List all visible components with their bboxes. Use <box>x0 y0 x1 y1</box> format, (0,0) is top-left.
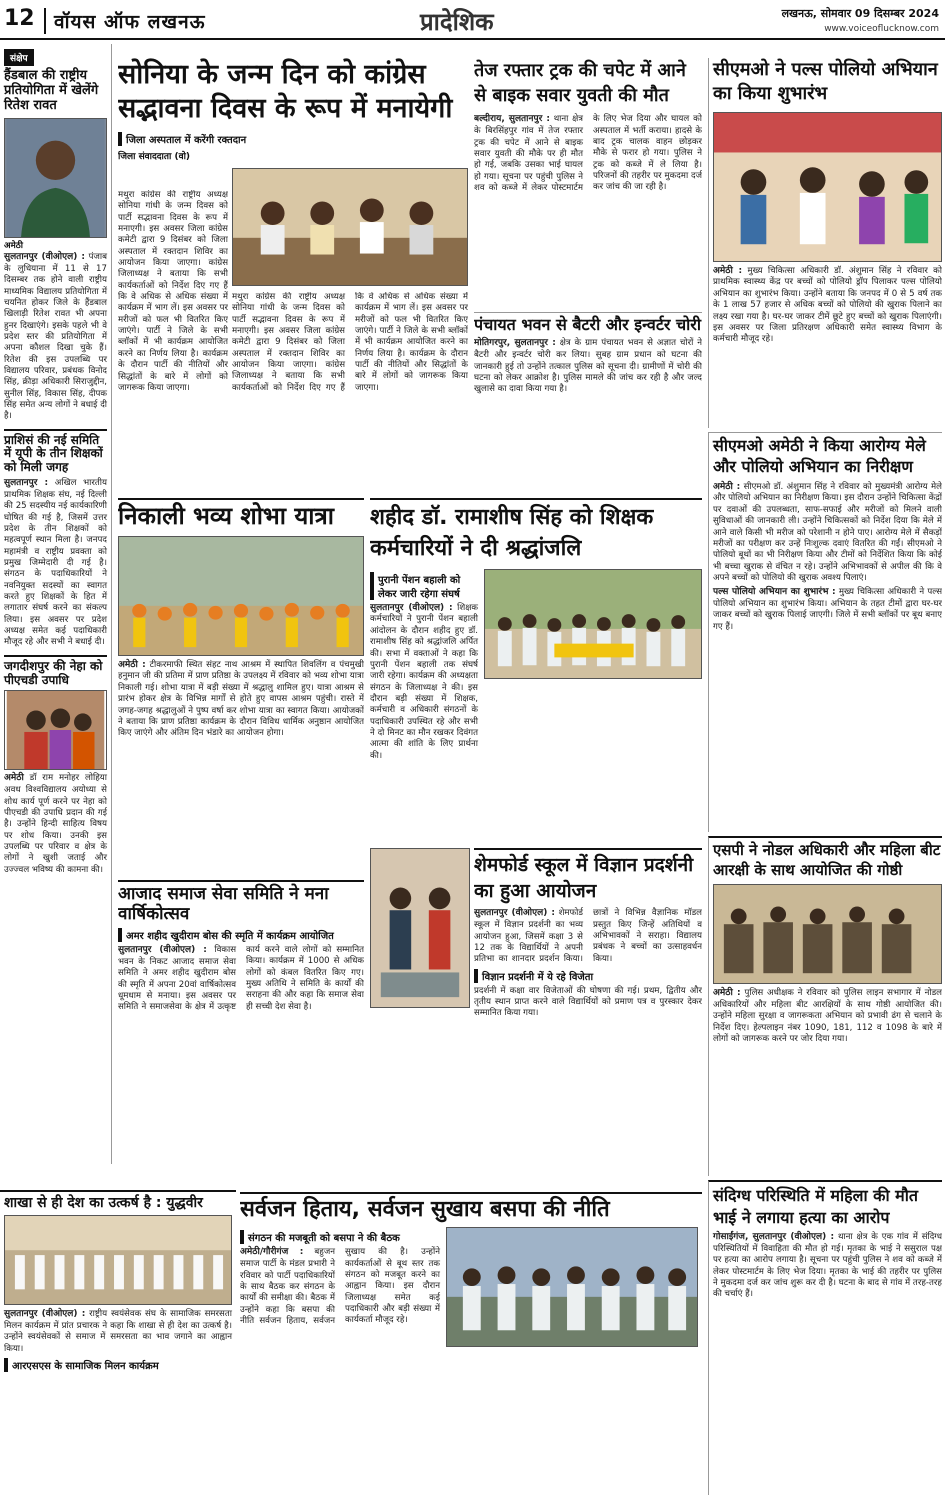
azad-headline: आजाद समाज सेवा समिति ने मना वार्षिकोत्सव <box>118 884 329 924</box>
azad-article <box>118 880 364 1180</box>
shobha-byline: अमेठी : <box>118 659 146 670</box>
ritesh-headline: हैंडबाल की राष्ट्रीय प्रतियोगिता में खेलेंगे रितेश रावत <box>4 68 99 113</box>
arogya-headline: सीएमओ अमेठी ने किया आरोग्य मेले और पोलियो अभियान का निरीक्षण <box>713 436 926 476</box>
photo-icon <box>5 691 106 769</box>
suspicious-body <box>713 1232 942 1301</box>
suspicious-text: थाना क्षेत्र के एक गांव में संदिग्ध परिस्थितियों में विवाहिता की मौत हो गई। मृतका के भाई ने ससुराल पक्ष पर हत्या का आरोप लगाया है। सूचना पर पहुंची पुलिस ने शव को कब्जे में लेकर पोस्टमार्टम के लिए भेज दिया। मृतका के भाई की तहरीर पर पुलिस ने मुकदमा दर्ज कर जांच शुरू कर दी है। घटना के बाद से गांव में तरह-तरह की चर्चाएं हैं। <box>713 1232 942 1300</box>
vigyan-sub-body: प्रदर्शनी में कक्षा वार विजेताओं की घोषणा की गई। प्रथम, द्वितीय और तृतीय स्थान प्राप्त करने वाले विद्यार्थियों को प्रमाण पत्र व पुरस्कार देकर सम्मानित किया गया। <box>474 985 702 1019</box>
polio-photo <box>713 112 942 262</box>
sonia-byline: जिला संवाददाता (वो) <box>118 151 191 162</box>
suspicious-article <box>708 1180 942 1495</box>
polio-body <box>713 266 942 346</box>
vigyan-byline: सुलतानपुर (वीओएल) : <box>474 908 555 919</box>
basapa-text: बहुजन समाज पार्टी के मंडल प्रभारी ने रविवार को पार्टी पदाधिकारियों के साथ बैठक कर संगठन के कार्यों की समीक्षा की। बैठक में उन्होंने कहा कि बसपा की नीति सर्वजन हिताय, सर्वजन सुखाय की है। उन्होंने कार्यकर्ताओं से बूथ स्तर तक संगठन को मजबूत करने का आह्वान किया। इस दौरान जिलाध्यक्ष समेत कई पदाधिकारी और बड़ी संख्या में कार्यकर्ता मौजूद रहे। <box>240 1247 440 1326</box>
praship-byline: सुलतानपुर : <box>4 478 49 489</box>
shaheed-text: शिक्षक कर्मचारियों ने पुरानी पेंशन बहाली आंदोलन के दौरान शहीद हुए डॉ. रामाशीष सिंह को श्रद्धांजलि अर्पित की। सभा में वक्ताओं ने कहा कि पुरानी पेंशन बहाली तक संघर्ष जारी रहेगा। कार्यक्रम की अध्यक्षता संगठन के जिलाध्यक्ष ने की। इस दौरान बड़ी संख्या में शिक्षक, कर्मचारी व अधिकारी संगठनों के पदाधिकारी उपस्थित रहे और सभी ने दो मिनट का मौन रखकर दिवंगत आत्मा की शांति के लिए प्रार्थना की। <box>370 602 479 761</box>
praship-headline: प्राशिसं की नई समिति में यूपी के तीन शिक्षकों को मिली जगह <box>4 432 103 475</box>
sonia-photo <box>232 168 468 286</box>
photo-icon <box>485 570 701 678</box>
photo-icon <box>447 1228 697 1346</box>
basapa-headline: सर्वजन हिताय, सर्वजन सुखाय बसपा की नीति <box>240 1197 610 1222</box>
basapa-tag: संगठन की मजबूती को बसपा ने की बैठक <box>240 1230 440 1244</box>
basapa-article <box>240 1192 702 1492</box>
nodal-article <box>708 836 942 1176</box>
neha-body <box>4 773 107 876</box>
photo-icon <box>233 169 467 285</box>
shobha-photo <box>118 536 364 656</box>
ritesh-caption: अमेठी <box>4 240 23 251</box>
arogya-article <box>708 432 942 832</box>
yuddhveer-tag: आरएसएस के सामाजिक मिलन कार्यक्रम <box>4 1358 232 1372</box>
arogya-byline: अमेठी : <box>713 481 741 492</box>
nodal-body <box>713 988 942 1045</box>
truck-article <box>474 58 702 308</box>
photo-icon <box>371 849 469 1007</box>
left-column <box>0 44 112 1164</box>
panchayat-body <box>474 338 702 395</box>
azad-tag: अमर शहीद खुदीराम बोस की स्मृति में कार्यक्रम आयोजित <box>118 928 364 942</box>
nodal-byline: अमेठी : <box>713 988 741 998</box>
panchayat-headline: पंचायत भवन से बैटरी और इन्वर्टर चोरी <box>474 315 701 334</box>
shaheed-byline: सुलतानपुर (वीओएल) : <box>370 602 453 613</box>
shobha-headline: निकाली भव्य शोभा यात्रा <box>118 502 334 530</box>
polio-headline: सीएमओ ने पल्स पोलियो अभियान का किया शुभारंभ <box>713 59 938 105</box>
suspicious-byline: गोसाईंगंज, सुलतानपुर (वीओएल) : <box>713 1232 835 1243</box>
shaheed-photo <box>484 569 702 679</box>
sonia-tag: जिला अस्पताल में करेंगी रक्तदान <box>118 132 468 146</box>
basapa-photo <box>446 1227 698 1347</box>
arogya-sub <box>713 587 942 633</box>
paper-name: वॉयस ऑफ लखनऊ <box>44 8 206 34</box>
ritesh-photo <box>4 118 107 238</box>
neha-photo <box>4 690 107 770</box>
shaheed-tag: पुरानी पेंशन बहाली को लेकर जारी रहेगा संघर्ष <box>370 572 478 600</box>
nodal-photo <box>713 884 942 984</box>
arogya-body <box>713 482 942 585</box>
truck-body <box>474 114 702 194</box>
panchayat-byline: मोतिगरपुर, सुलतानपुर : <box>474 338 556 349</box>
shobha-text: टीकरमाफी स्थित संहट नाथ आश्रम में स्थापित शिवलिंग व पंचमुखी हनुमान जी की प्रतिमा में प्राण प्रतिष्ठा के उपलक्ष्य में रविवार को भव्य शोभा यात्रा निकाली गई। शोभा यात्रा में बड़ी संख्या में श्रद्धालु शामिल हुए। यात्रा आश्रम से प्रारंभ होकर क्षेत्र के विभिन्न मार्गों से होते हुए वापस आश्रम पहुंची। रास्ते में जगह-जगह श्रद्धालुओं ने पुष्प वर्षा कर शोभा यात्रा का स्वागत किया। आयोजकों ने बताया कि प्राण प्रतिष्ठा कार्यक्रम के दौरान विविध धार्मिक अनुष्ठान आयोजित किए जाएंगे और अंतिम दिन भंडारे का आयोजन होगा। <box>118 659 364 739</box>
yuddhveer-byline: सुलतानपुर (वीओएल) : <box>4 1309 86 1320</box>
masthead <box>0 0 945 40</box>
arogya-text: सीएमओ डॉ. अंशुमान सिंह ने रविवार को मुख्यमंत्री आरोग्य मेले और पोलियो अभियान का निरीक्षण किया। इस दौरान उन्होंने चिकित्सा केंद्रों पर दवाओं की उपलब्धता, साफ-सफाई और मरीजों को मिलने वाली सुविधाओं की जानकारी ली। उन्होंने चिकित्सकों को निर्देश दिया कि मेले में आने वाले किसी भी मरीज को परेशानी न होने पाए। आरोग्य मेले में सैकड़ों मरीजों का परीक्षण कर उन्हें निःशुल्क दवाएं वितरित की गईं। सीएमओ ने पोलियो बूथों का भी निरीक्षण किया और टीमों को निर्देशित किया कि कोई भी बच्चा खुराक से वंचित न रहे। उन्होंने अभिभावकों से अपील की कि वे अपने बच्चों को पोलियो की खुराक अवश्य पिलाएं। <box>713 481 942 583</box>
truck-headline: तेज रफ्तार ट्रक की चपेट में आने से बाइक सवार युवती की मौत <box>474 60 686 107</box>
azad-text: विकास भवन के निकट आजाद समाज सेवा समिति ने अमर शहीद खुदीराम बोस की स्मृति में अपना 20वां वार्षिकोत्सव धूमधाम से मनाया। इस अवसर पर समिति ने समाजसेवा के क्षेत्र में उत्कृष्ट कार्य करने वाले लोगों को सम्मानित किया। कार्यक्रम में 1000 से अधिक लोगों को कंबल वितरित किए गए। मुख्य अतिथि ने समिति के कार्यों की सराहना की और कहा कि समाज सेवा ही सच्ची देश सेवा है। <box>118 945 364 1013</box>
shobha-body <box>118 660 364 740</box>
dateline: लखनऊ, सोमवार 09 दिसम्बर 2024 <box>781 7 939 20</box>
yuddhveer-photo <box>4 1215 232 1305</box>
praship-text: अखिल भारतीय प्राथमिक शिक्षक संघ, नई दिल्ली की 25 सदस्यीय नई कार्यकारिणी घोषित की गई है, जिसमें उत्तर प्रदेश के तीन शिक्षकों को महत्वपूर्ण स्थान मिला है। जनपद महामंत्री व राष्ट्रीय प्रवक्ता को प्रमुख जिम्मेदारी दी गई है। संगठन के पदाधिकारियों ने नवनियुक्त सदस्यों का स्वागत करते हुए शिक्षकों के हित में लगातार संघर्ष करने का संकल्प लिया। इस अवसर पर प्रदेश अध्यक्ष समेत कई पदाधिकारी मौजूद रहे और सभी ने बधाई दी। <box>4 478 107 648</box>
polio-text: मुख्य चिकित्सा अधिकारी डॉ. अंशुमान सिंह ने रविवार को प्राथमिक स्वास्थ्य केंद्र पर बच्चों को पोलियो ड्रॉप पिलाकर पल्स पोलियो अभियान का शुभारंभ किया। उन्होंने बताया कि जनपद में 0 से 5 वर्ष तक के 1 लाख 57 हजार से अधिक बच्चों को पोलियो की खुराक पिलाने का लक्ष्य रखा गया है। घर-घर जाकर टीमें छूटे हुए बच्चों को खुराक पिलाएंगी। इस अवसर पर जिला प्रतिरक्षण अधिकारी समेत स्वास्थ्य विभाग के कर्मचारी मौजूद रहे। <box>713 265 942 345</box>
truck-byline: बल्दीराय, सुलतानपुर : <box>474 114 550 125</box>
nodal-text: पुलिस अधीक्षक ने रविवार को पुलिस लाइन सभागार में नोडल अधिकारियों और महिला बीट आरक्षियों के साथ गोष्ठी आयोजित की। उन्होंने महिला सुरक्षा व जागरूकता अभियान को प्रभावी ढंग से चलाने के निर्देश दिए। हेल्पलाइन नंबर 1090, 181, 112 व 1098 के बारे में लोगों को जागरूक करने पर जोर दिया गया। <box>713 988 942 1044</box>
vigyan-headline: शेमफोर्ड स्कूल में विज्ञान प्रदर्शनी का हुआ आयोजन <box>474 854 694 902</box>
section-title: प्रादेशिक <box>420 8 494 36</box>
photo-icon <box>714 885 941 983</box>
sonia-body: मथुरा कांग्रेस की राष्ट्रीय अध्यक्ष सोनिया गांधी के जन्म दिवस को पार्टी सद्भावना दिवस के रूप में मनाएगी। इस अवसर जिला कांग्रेस कमेटी द्वारा 9 दिसंबर को जिला अस्पताल में रक्तदान शिविर का आयोजन किया जाएगा। कांग्रेस जिलाध्यक्ष ने बताया कि सभी कार्यकर्ताओं को निर्देश दिए गए हैं कि वे अधिक से अधिक संख्या में कार्यक्रम में भाग लें। इस अवसर पर मरीजों को फल भी वितरित किए जाएंगे। पार्टी ने जिले के सभी ब्लॉकों में भी कार्यक्रम आयोजित करने का निर्णय लिया है। कार्यक्रम के दौरान पार्टी की नीतियों और सिद्धांतों के बारे में लोगों को जागरूक किया जाएगा। <box>118 190 228 393</box>
sonia-headline: सोनिया के जन्म दिन को कांग्रेस सद्भावना दिवस के रूप में मनायेगी <box>118 59 453 124</box>
arogya-sub-tag: पल्स पोलियो अभियान का शुभारंभ : <box>713 587 836 598</box>
yuddhveer-headline: शाखा से ही देश का उत्कर्ष है : युद्धवीर <box>4 1195 203 1211</box>
shaheed-article <box>370 498 702 843</box>
vigyan-sub-tag: विज्ञान प्रदर्शनी में ये रहे विजेता <box>474 969 702 983</box>
polio-byline: अमेठी : <box>713 265 743 276</box>
photo-icon <box>5 1216 231 1304</box>
azad-body <box>118 945 364 1014</box>
neha-headline: जगदीशपुर की नेहा को पीएचडी उपाधि <box>4 658 103 687</box>
panchayat-article <box>474 312 702 492</box>
panchayat-text: क्षेत्र के ग्राम पंचायत भवन से अज्ञात चोरों ने बैटरी और इन्वर्टर चोरी कर लिया। सुबह ग्राम प्रधान को घटना की जानकारी हुई तो उन्होंने तत्काल पुलिस को सूचना दी। ग्रामीणों में चोरी की घटना को लेकर आक्रोश है। पुलिस मामले की जांच कर रही है और जल्द खुलासे का दावा किया गया है। <box>474 338 702 395</box>
vigyan-photo <box>370 848 470 1008</box>
sonia-body-continued <box>232 292 468 492</box>
ritesh-body <box>4 252 107 423</box>
sonia-body-cont-text: मथुरा कांग्रेस की राष्ट्रीय अध्यक्ष सोनिया गांधी के जन्म दिवस को पार्टी सद्भावना दिवस के रूप में मनाएगी। इस अवसर जिला कांग्रेस कमेटी द्वारा 9 दिसंबर को जिला अस्पताल में रक्तदान शिविर का आयोजन किया जाएगा। कांग्रेस जिलाध्यक्ष ने बताया कि सभी कार्यकर्ताओं को निर्देश दिए गए हैं कि वे अधिक से अधिक संख्या में कार्यक्रम में भाग लें। इस अवसर पर मरीजों को फल भी वितरित किए जाएंगे। पार्टी ने जिले के सभी ब्लॉकों में भी कार्यक्रम आयोजित करने का निर्णय लिया है। कार्यक्रम के दौरान पार्टी की नीतियों और सिद्धांतों के बारे में लोगों को जागरूक किया जाएगा। <box>232 292 468 393</box>
yuddhveer-text: राष्ट्रीय स्वयंसेवक संघ के सामाजिक समरसता मिलन कार्यक्रम में प्रांत प्रचारक ने कहा कि शाखा से ही देश का उत्कर्ष है। उन्होंने स्वयंसेवकों से समाज में समरसता का भाव जगाने का आह्वान किया। <box>4 1309 232 1354</box>
truck-text: थाना क्षेत्र के बिरसिंहपुर गांव में तेज रफ्तार ट्रक की चपेट में आने से बाइक सवार युवती की मौके पर ही मौत हो गई, जबकि उसका भाई घायल हो गया। सूचना पर पहुंची पुलिस ने शव को कब्जे में लेकर पोस्टमार्टम के लिए भेज दिया और घायल को अस्पताल में भर्ती कराया। हादसे के बाद ट्रक चालक वाहन छोड़कर मौके से फरार हो गया। पुलिस ने ट्रक को कब्जे में ले लिया है। परिजनों की तहरीर पर मुकदमा दर्ज कर जांच की जा रही है। <box>474 114 702 193</box>
basapa-byline: अमेठी/गौरीगंज : <box>240 1247 304 1258</box>
arogya-sub-text: मुख्य चिकित्सा अधिकारी ने पल्स पोलियो अभियान का शुभारंभ किया। अभियान के तहत टीमों द्वारा घर-घर जाकर बच्चों को खुराक पिलाई जाएगी। जिले में सभी ब्लॉकों पर बूथ बनाए गए हैं। <box>713 587 942 632</box>
photo-icon <box>119 537 363 655</box>
shaheed-headline: शहीद डॉ. रामाशीष सिंह को शिक्षक कर्मचारियों ने दी श्रद्धांजलि <box>370 505 654 561</box>
neha-caption: अमेठी <box>4 773 24 784</box>
azad-byline: सुलतानपुर (वीओएल) : <box>118 945 207 956</box>
ritesh-byline: सुलतानपुर (वीओएल) : <box>4 251 85 262</box>
suspicious-headline: संदिग्ध परिस्थिति में महिला की मौत भाई ने लगाया हत्या का आरोप <box>713 1186 918 1227</box>
vigyan-body <box>474 908 702 965</box>
website-url: www.voiceoflucknow.com <box>824 24 939 34</box>
polio-article <box>708 58 942 428</box>
yuddhveer-article <box>0 1190 236 1495</box>
vigyan-article <box>474 848 702 1188</box>
photo-icon <box>714 113 941 261</box>
praship-body <box>4 478 107 649</box>
basapa-body <box>240 1247 440 1327</box>
yuddhveer-body <box>4 1309 232 1355</box>
portrait-icon <box>5 119 106 237</box>
page-number: 12 <box>4 6 35 31</box>
shaheed-body <box>370 603 478 762</box>
neha-text: डॉ राम मनोहर लोहिया अवध विश्वविद्यालय अयोध्या से शोध कार्य पूर्ण करने पर नेहा को पीएचडी की उपाधि प्रदान की गई है। उन्होंने हिन्दी साहित्य विषय पर शोध किया। उनकी इस उपलब्धि पर परिवार व क्षेत्र के लोगों ने खुशी जताई और उज्ज्वल भविष्य की कामना की। <box>4 773 108 875</box>
vigyan-text: शेमफोर्ड स्कूल में विज्ञान प्रदर्शनी का भव्य आयोजन हुआ, जिसमें कक्षा 3 से 12 तक के विद्यार्थियों ने अपनी प्रतिभा का शानदार प्रदर्शन किया। छात्रों ने विभिन्न वैज्ञानिक मॉडल प्रस्तुत किए जिन्हें अतिथियों व अभिभावकों ने सराहा। विद्यालय प्रबंधक ने बच्चों का उत्साहवर्धन किया। <box>474 908 702 965</box>
brief-label: संक्षेप <box>4 49 34 66</box>
nodal-headline: एसपी ने नोडल अधिकारी और महिला बीट आरक्षी के साथ आयोजित की गोष्ठी <box>713 841 941 879</box>
ritesh-text: पंजाब के लुधियाना में 11 से 17 दिसम्बर तक होने वाली राष्ट्रीय माध्यमिक विद्यालय प्रतियोगिता में चयनित होकर जिले के हैंडबाल खिलाड़ी रितेश रावत भी अपना हुनर दिखाएंगे। इसके पहले भी वे प्रदेश स्तर की प्रतियोगिता में अपना कौशल दिखा चुके हैं। रितेश की इस उपलब्धि पर विद्यालय परिवार, प्रबंधक विनोद सिंह, क्रीड़ा अधिकारी सिराजुद्दीन, सुनील सिंह, विकास सिंह, दीपक सिंह समेत अन्य लोगों ने बधाई दी है। <box>4 251 107 422</box>
shobha-article <box>118 498 364 878</box>
